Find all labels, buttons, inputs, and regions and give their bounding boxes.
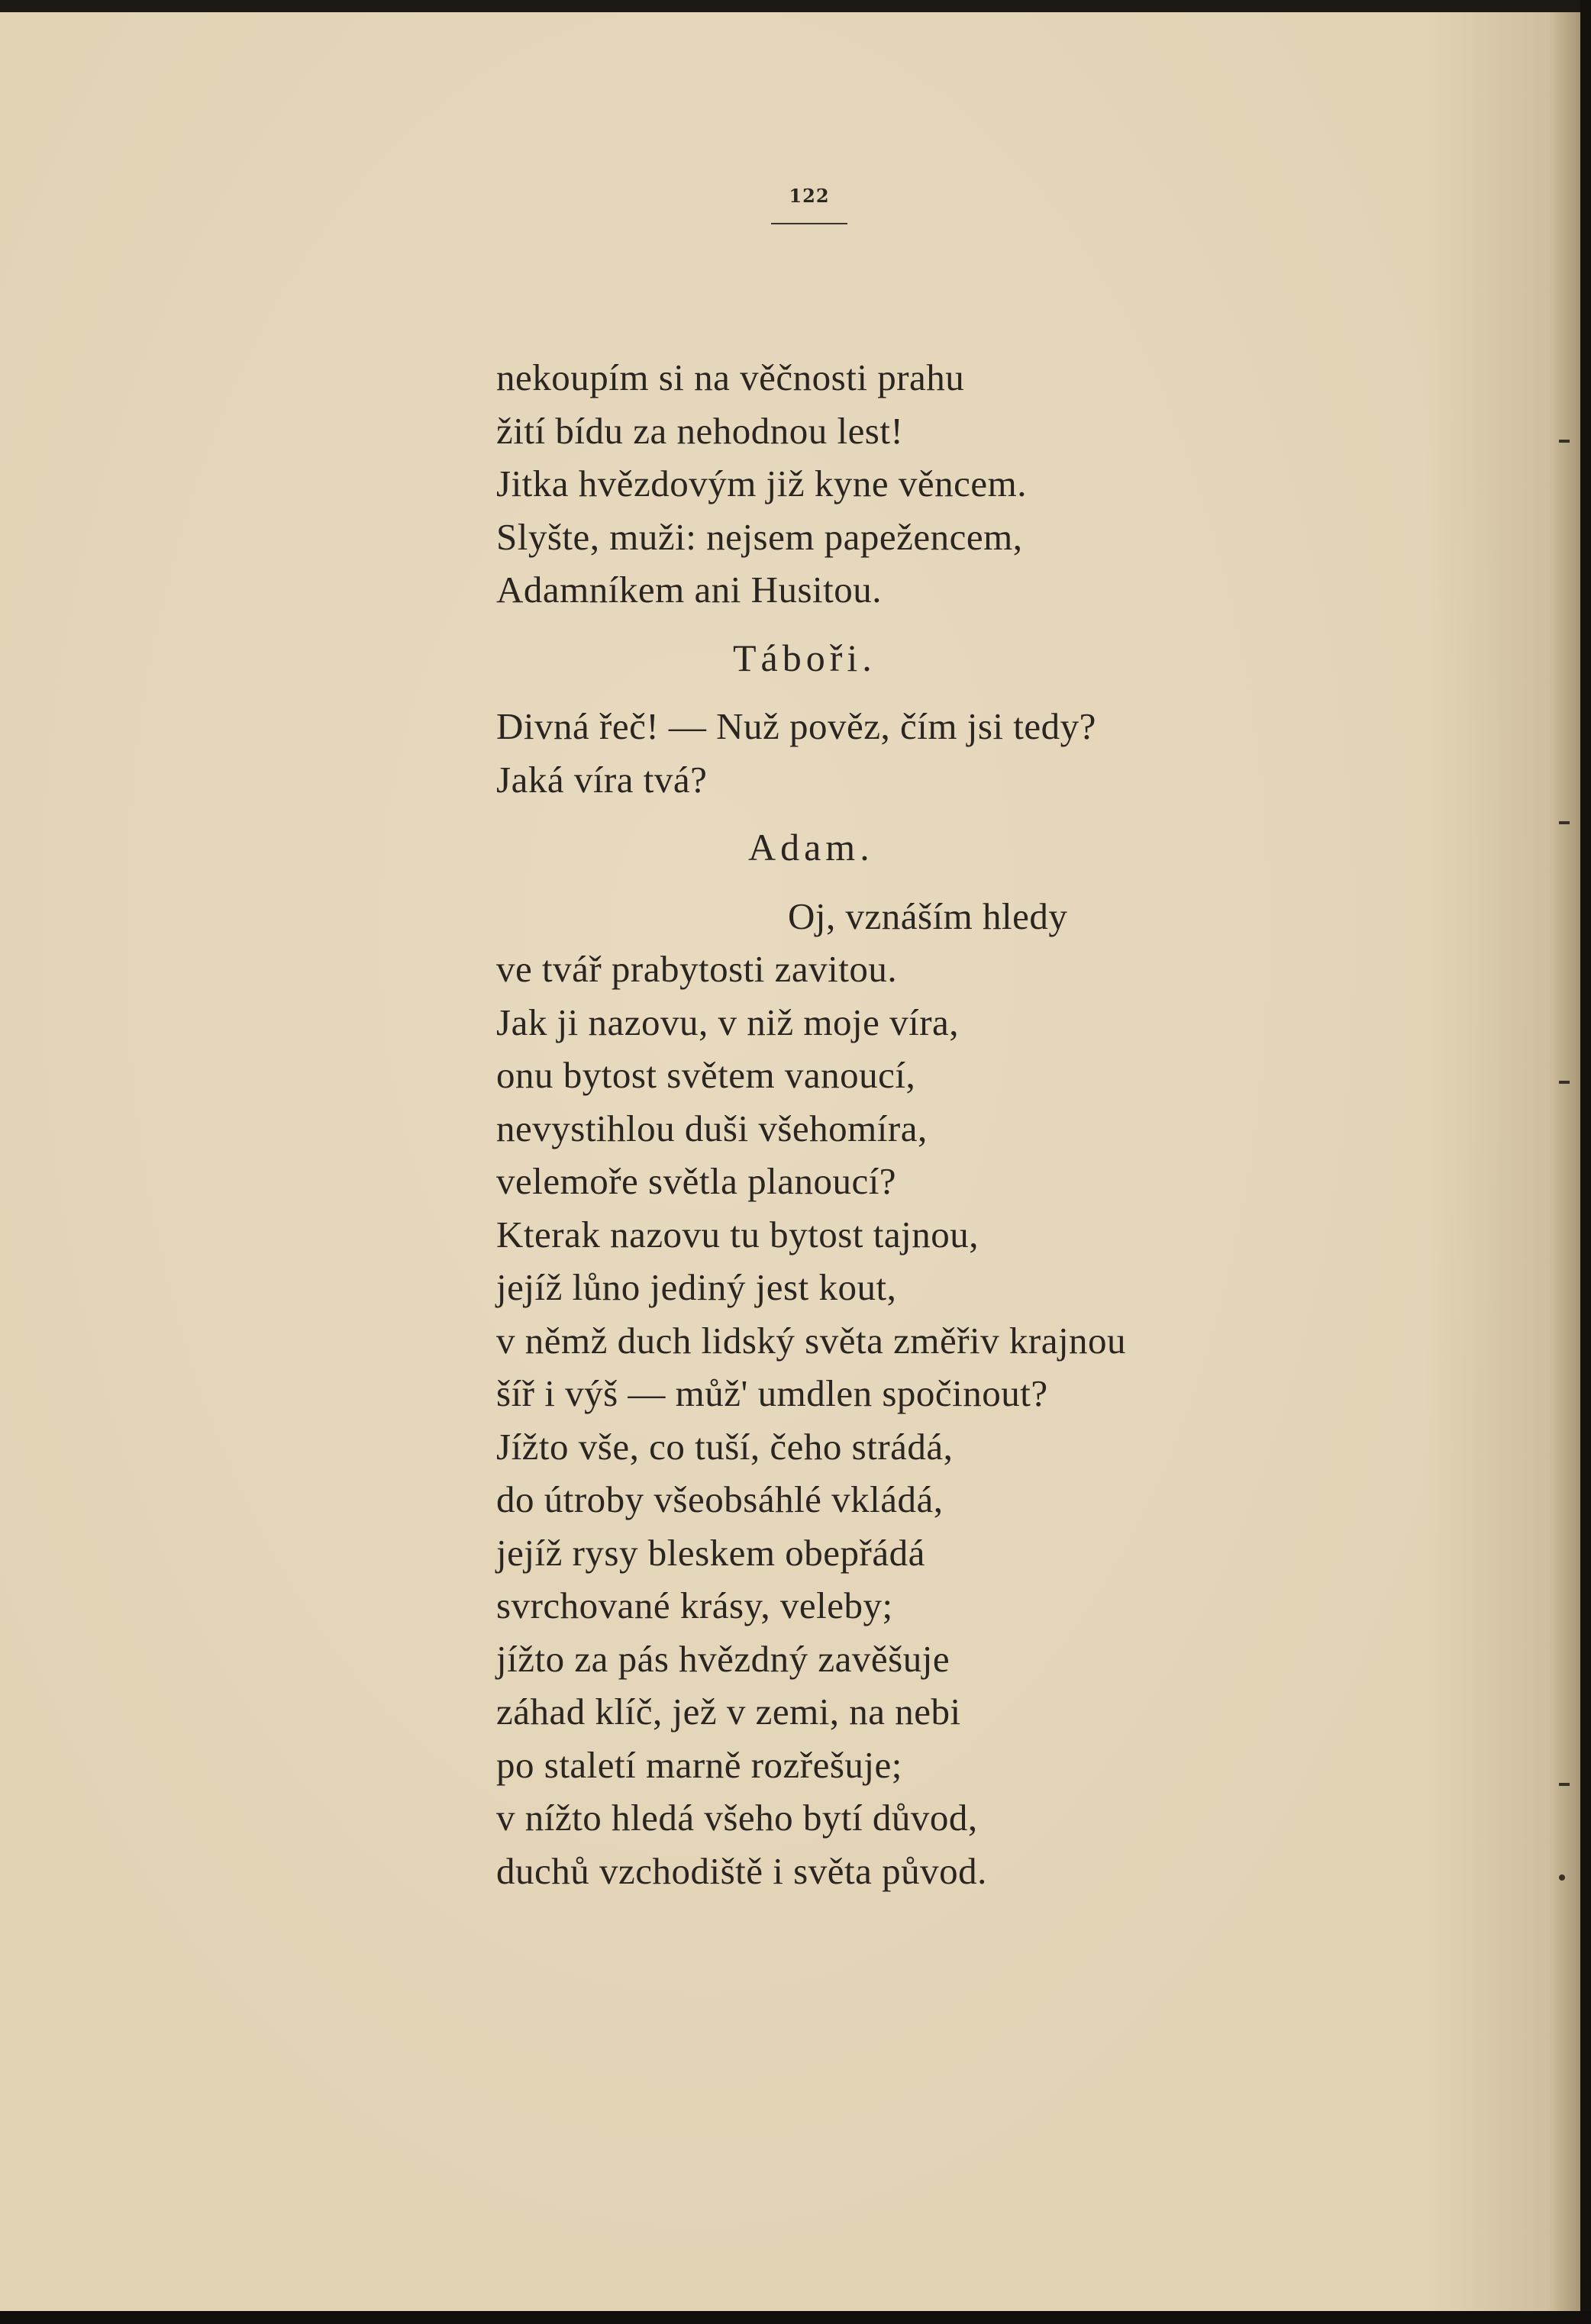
verse-line: Oj, vznáším hledy bbox=[788, 894, 1068, 937]
verse-line: onu bytost světem vanoucí, bbox=[496, 1054, 916, 1096]
verse-line: Jitka hvězdovým již kyne věncem. bbox=[496, 463, 1027, 504]
scan-bottom-border bbox=[0, 2311, 1591, 2324]
verse-line: do útroby všeobsáhlé vkládá, bbox=[496, 1478, 944, 1520]
verse-line: Jaká víra tvá? bbox=[496, 758, 708, 801]
verse-line: šíř i výš — můž' umdlen spočinout? bbox=[496, 1372, 1048, 1414]
verse-line: jejíž rysy bleskem obepřádá bbox=[496, 1531, 925, 1574]
stanza-gap bbox=[496, 806, 1451, 821]
verse-line: Jak ji nazovu, v niž moje víra, bbox=[496, 1001, 960, 1043]
verse-line: nekoupím si na věčnosti prahu bbox=[496, 356, 965, 398]
verse-line: v němž duch lidský světa změřiv krajnou bbox=[496, 1319, 1127, 1362]
verse-line: ve tvář prabytosti zavitou. bbox=[496, 948, 898, 990]
verse-line: Divná řeč! — Nuž pověz, čím jsi tedy? bbox=[496, 705, 1096, 747]
edge-mark bbox=[1559, 1081, 1570, 1084]
verse-line: nevystihlou duši všehomíra, bbox=[496, 1107, 928, 1149]
verse-line: svrchované krásy, veleby; bbox=[496, 1584, 893, 1626]
edge-mark bbox=[1559, 1783, 1570, 1786]
speaker-heading: Táboři. bbox=[733, 636, 876, 679]
verse-line: duchů vzchodiště i světa původ. bbox=[496, 1849, 987, 1892]
verse-line: v nížto hledá všeho bytí důvod, bbox=[496, 1797, 978, 1839]
verse-line: Adamníkem ani Husitou. bbox=[496, 569, 883, 611]
verse-line: jejíž lůno jediný jest kout, bbox=[496, 1266, 897, 1308]
verse-line: Kterak nazovu tu bytost tajnou, bbox=[496, 1213, 979, 1255]
poem-text bbox=[496, 351, 1451, 1897]
stanza-gap bbox=[496, 685, 1451, 700]
verse-line: žití bídu za nehodnou lest! bbox=[496, 409, 904, 452]
verse-line: Slyšte, muži: nejsem papežencem, bbox=[496, 515, 1023, 558]
stanza-gap bbox=[496, 875, 1451, 890]
page-number-rule bbox=[771, 223, 847, 224]
edge-mark bbox=[1559, 821, 1570, 824]
speaker-heading: Adam. bbox=[748, 826, 874, 869]
verse-line: Jížto vše, co tuší, čeho strádá, bbox=[496, 1425, 954, 1468]
verse-line: velemoře světla planoucí? bbox=[496, 1160, 897, 1202]
edge-mark bbox=[1559, 440, 1570, 443]
edge-mark bbox=[1559, 1874, 1565, 1881]
page-edge bbox=[1550, 12, 1580, 2311]
scan-right-border bbox=[1580, 0, 1591, 2324]
verse-line: po staletí marně rozřešuje; bbox=[496, 1743, 902, 1786]
page-number: 122 bbox=[789, 185, 830, 207]
verse-line: jížto za pás hvězdný zavěšuje bbox=[496, 1637, 950, 1680]
stanza-gap bbox=[496, 617, 1451, 632]
verse-line: záhad klíč, jež v zemi, na nebi bbox=[496, 1691, 961, 1733]
